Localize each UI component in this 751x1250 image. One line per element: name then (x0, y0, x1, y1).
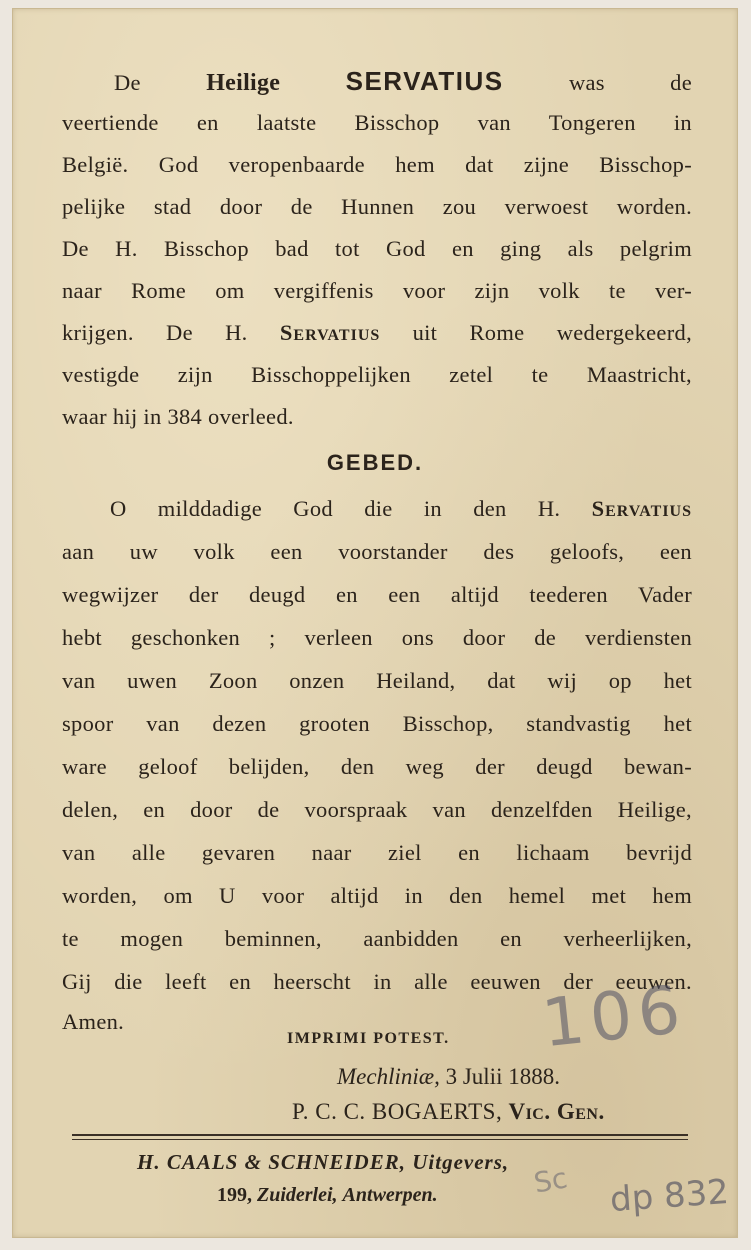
intro-line: naar Rome om vergiffenis voor zijn volk te ver- (62, 278, 692, 303)
prayer-amen: Amen. (62, 1009, 125, 1034)
intro-line-1 (62, 68, 692, 96)
publisher-role: Uitgevers, (412, 1150, 510, 1174)
imprimi-potest: IMPRIMI POTEST. (287, 1030, 450, 1047)
prayer-line: ware geloof belijden, den weg der deugd bewan- (62, 754, 692, 779)
approval-place-date (337, 1064, 560, 1090)
intro-line: vestigde zijn Bisschoppelijken zetel te Maastricht, (62, 362, 692, 387)
prayer-line: spoor van dezen grooten Bisschop, standvastig het (62, 711, 692, 736)
publisher-city: Antwerpen. (342, 1184, 438, 1206)
publisher-line-1 (137, 1150, 509, 1175)
intro-line-7 (62, 320, 692, 346)
intro-tail: was de (568, 70, 692, 95)
intro-line: pelijke stad door de Hunnen zou verwoest worden. (62, 194, 692, 219)
approval-date: 3 Julii 1888. (445, 1064, 560, 1089)
publisher-street: Zuiderlei, (257, 1184, 338, 1206)
prayer-line: wegwijzer der deugd en een altijd teederen Vader (62, 582, 692, 607)
prayer-line: delen, en door de voorspraak van denzelfden Heilige, (62, 797, 692, 822)
publisher-number: 199, (217, 1184, 252, 1206)
prayer-line: van uwen Zoon onzen Heiland, dat wij op het (62, 668, 692, 693)
intro-line-7-pre: krijgen. De H. (62, 320, 248, 345)
prayer-line: worden, om U voor altijd in den hemel met hem (62, 883, 692, 908)
intro-line: veertiende en laatste Bisschop van Tongeren in (62, 110, 692, 135)
intro-lead: De (114, 70, 141, 95)
prayer-line-1-name: Servatius (591, 496, 692, 521)
prayer-line: te mogen beminnen, aanbidden en verheerlijken, (62, 926, 692, 951)
prayer-line: aan uw volk een voorstander des geloofs, een (62, 539, 692, 564)
intro-line-7-name: Servatius (279, 320, 381, 345)
intro-line: waar hij in 384 overleed. (62, 404, 294, 429)
publisher-line-2 (217, 1184, 438, 1207)
approval-signature (292, 1099, 605, 1125)
approval-signer-title: Vic. Gen. (508, 1099, 605, 1124)
prayer-title: GEBED. (326, 450, 424, 475)
saint-name-heading: SERVATIUS (345, 66, 504, 96)
prayer-line: Gij die leeft en heerscht in alle eeuwen der eeuwen. (62, 969, 692, 994)
handwritten-number: 106 (538, 970, 690, 1063)
handwritten-mark: Sc (531, 1161, 570, 1200)
divider-rule (72, 1134, 688, 1136)
prayer-line: hebt geschonken ; verleen ons door de verdiensten (62, 625, 692, 650)
intro-line: De H. Bisschop bad tot God en ging als pelgrim (62, 236, 692, 261)
prayer-line-1-pre: O milddadige God die in den H. (110, 496, 561, 521)
prayer-line-1 (62, 496, 692, 522)
prayer-line: van alle gevaren naar ziel en lichaam bevrijd (62, 840, 692, 865)
intro-line-7-post: uit Rome wedergekeerd, (412, 320, 692, 345)
approval-place: Mechliniæ, (337, 1064, 440, 1089)
approval-signer: P. C. C. BOGAERTS, (292, 1099, 503, 1124)
intro-line: België. God veropenbaarde hem dat zijne Bisschop- (62, 152, 692, 177)
divider-rule-thin (72, 1139, 688, 1140)
publisher-name: H. CAALS & SCHNEIDER, (137, 1150, 406, 1174)
intro-heilige: Heilige (206, 70, 281, 96)
devotional-card (12, 8, 738, 1238)
handwritten-reference: dp 832 (608, 1171, 731, 1221)
